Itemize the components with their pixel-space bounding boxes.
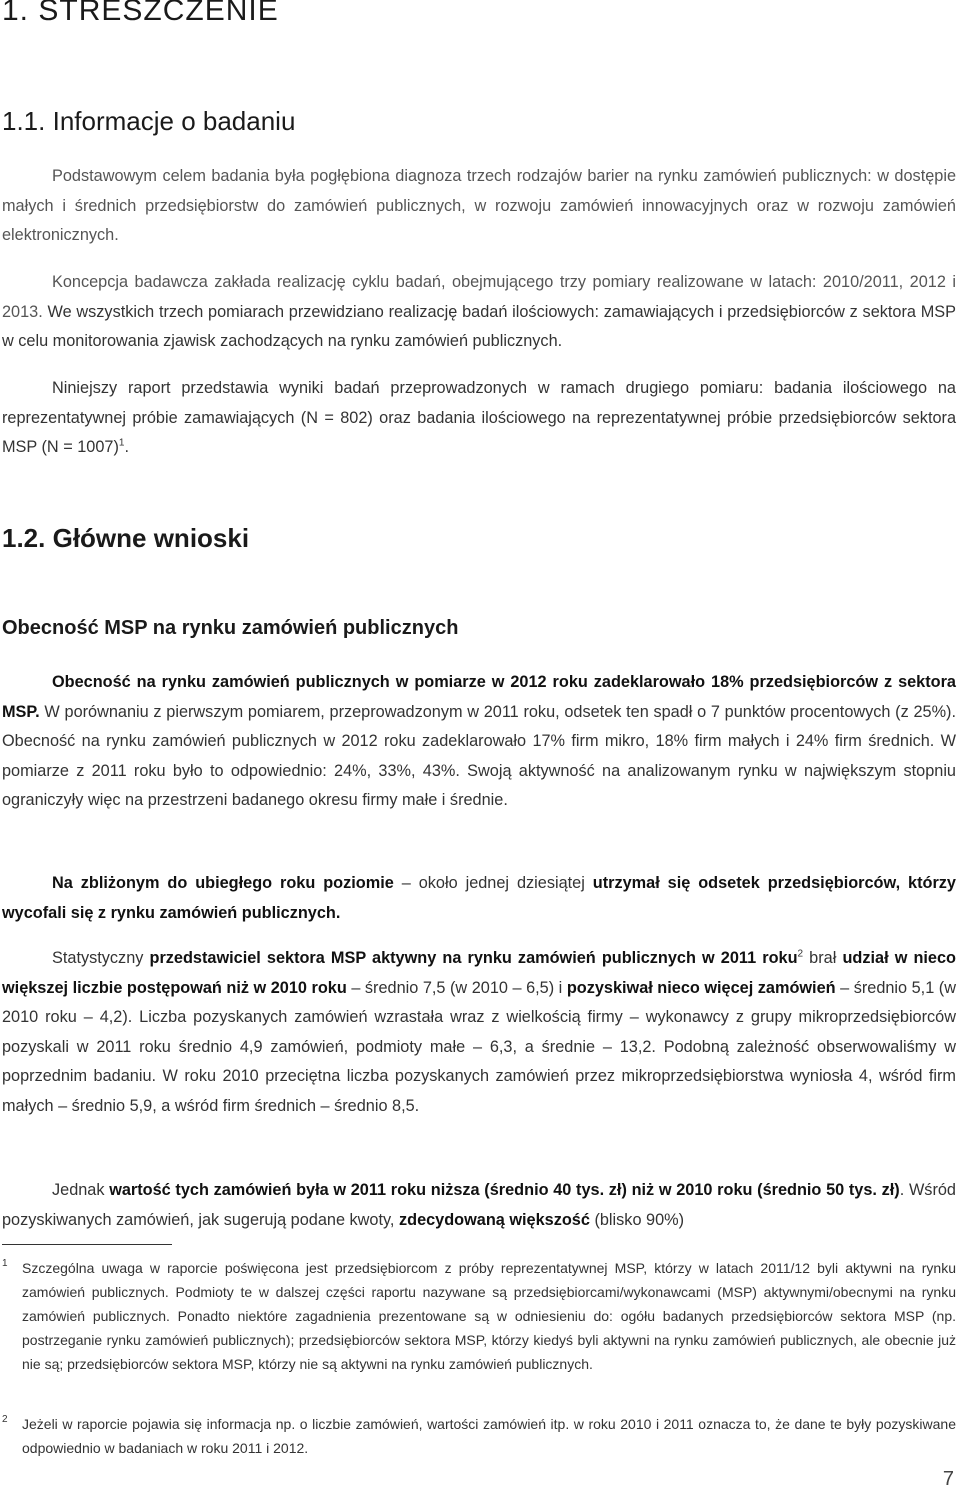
chapter-title: 1. STRESZCZENIE <box>2 0 279 27</box>
paragraph-report-scope: Niniejszy raport przedstawia wyniki badań przeprowadzonych w ramach drugiego pomiaru: badania ilościowego na reprezentatywnej próbie zamawiających (N = 802) oraz badania ilościowego na reprezentatywnej próbie przedsiębiorców sektora MSP (N = 1007)$^1$. <box>2 379 956 456</box>
footnote-ref-2[interactable]: 2 <box>797 948 804 960</box>
footnote-divider <box>2 1244 172 1245</box>
footnote-number: 2 <box>2 1414 8 1425</box>
footnote-2 <box>2 1412 956 1460</box>
footnote-ref-1[interactable]: 1 <box>118 437 125 449</box>
page-number: 7 <box>942 1468 954 1490</box>
footnote-number: 1 <box>2 1258 8 1269</box>
paragraph-order-value: Jednak wartość tych zamówień była w 2011 roku niższa (średnio 40 tys. zł) niż w 2010 roku (średnio 50 tys. zł). Wśród pozyskiwanych zamówień, jak sugerują podane kwoty, zdecydowaną większość (blisko 90%) <box>2 1181 956 1229</box>
section-title-1-1: 1.1. Informacje o badaniu <box>2 106 296 136</box>
paragraph-msp-presence: Obecność na rynku zamówień publicznych w pomiarze w 2012 roku zadeklarowało 18% przedsiębiorców z sektora MSP. W porównaniu z pierwszym pomiarem, przeprowadzonym w 2011 roku, odsetek ten spadł o 7 punktów procentowych (z 25%). Obecność na rynku zamówień publicznych w 2012 roku zadeklarowało 17% firm mikro, 18% firm małych i 24% firm średnich. W pomiarze z 2011 roku było to odpowiednio: 24%, 33%, 43%. Swoją aktywność na analizowanym rynku w największym stopniu ograniczyły więc na przestrzeni badanego okresu firmy małe i średnie. <box>2 673 956 809</box>
paragraph-research-goal: Podstawowym celem badania była pogłębiona diagnoza trzech rodzajów barier na rynku zamówień publicznych: w dostępie małych i średnich przedsiębiorstw do zamówień publicznych, w rozwoju zamówień innowacyjnych oraz w rozwoju zamówień elektronicznych. <box>2 167 956 244</box>
footnote-text: Jeżeli w raporcie pojawia się informacja np. o liczbie zamówień, wartości zamówień itp. w roku 2010 i 2011 oznacza to, że dane te były pozyskiwane odpowiednio w badaniach w roku 2011 i 2012. <box>22 1416 956 1456</box>
paragraph-statistical-representative: Statystyczny przedstawiciel sektora MSP aktywny na rynku zamówień publicznych w 2011 roku$^2$ brał udział w nieco większej liczbie postępowań niż w 2010 roku – średnio 7,5 (w 2010 – 6,5) i pozyskiwał nieco więcej zamówień – średnio 5,1 (w 2010 roku – 4,2). Liczba pozyskanych zamówień wzrastała wraz z wielkością firmy – wykonawcy z grupy mikroprzedsiębiorców pozyskali w 2011 roku średnio 4,9 zamówień, podmioty małe – 6,3, a średnie – 13,2. Podobną zależność obserwowaliśmy w poprzednim badaniu. W roku 2010 przeciętna liczba pozyskanych zamówień przez mikroprzedsiębiorstwa wyniosła 4, wśród firm małych – średnio 5,9, a wśród firm średnich – średnio 8,5. <box>2 948 956 1115</box>
section-title-1-2: 1.2. Główne wnioski <box>2 523 250 553</box>
subsection-title: Obecność MSP na rynku zamówień publicznych <box>2 617 459 639</box>
paragraph-research-concept: Koncepcja badawcza zakłada realizację cyklu badań, obejmującego trzy pomiary realizowane w latach: 2010/2011, 2012 i 2013. We wszystkich trzech pomiarach przewidziano realizację badań ilościowych: zamawiających i przedsiębiorców z sektora MSP w celu monitorowania zjawisk zachodzących na rynku zamówień publicznych. <box>2 273 956 350</box>
footnote-1 <box>2 1256 956 1376</box>
paragraph-withdrawals: Na zbliżonym do ubiegłego roku poziomie – około jednej dziesiątej utrzymał się odsetek przedsiębiorców, którzy wycofali się z rynku zamówień publicznych. <box>2 874 956 922</box>
footnote-text: Szczególna uwaga w raporcie poświęcona jest przedsiębiorcom z próby reprezentatywnej MSP, którzy w latach 2011/12 byli aktywni na rynku zamówień publicznych. Podmioty te w dalszej części raportu nazywane są przedsiębiorcami/wykonawcami (MSP) aktywnymi/obecnymi na rynku zamówień publicznych. Ponadto niektóre zagadnienia prezentowane są w odniesieniu do: ogółu badanych przedsiębiorców sektora MSP (np. postrzeganie rynku zamówień publicznych); przedsiębiorców sektora MSP, którzy kiedyś byli aktywni na rynku zamówień publicznych, ale obecnie już nie są; przedsiębiorców sektora MSP, którzy nie są aktywni na rynku zamówień publicznych. <box>22 1260 956 1372</box>
